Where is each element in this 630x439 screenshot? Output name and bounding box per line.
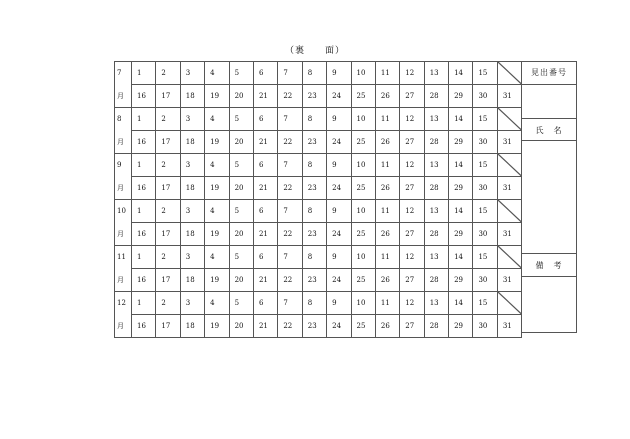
day-cell: 21 <box>253 315 277 338</box>
day-cell: 3 <box>180 292 204 315</box>
day-cell: 1 <box>132 292 156 315</box>
day-cell: 14 <box>449 154 473 177</box>
day-cell: 29 <box>449 177 473 200</box>
day-cell: 5 <box>229 200 253 223</box>
day-cell: 29 <box>449 223 473 246</box>
midashi-bango-divider <box>521 84 577 85</box>
month-row-second-half <box>115 177 522 200</box>
day-cell: 16 <box>132 269 156 292</box>
month-number: 9 <box>115 154 132 177</box>
day-cell: 29 <box>449 131 473 154</box>
day-cell: 25 <box>351 85 375 108</box>
day-cell: 12 <box>400 154 424 177</box>
day-cell: 11 <box>375 62 399 85</box>
day-cell: 21 <box>253 177 277 200</box>
day-cell: 1 <box>132 246 156 269</box>
month-number: 10 <box>115 200 132 223</box>
day-cell: 22 <box>278 131 302 154</box>
day-cell: 23 <box>302 177 326 200</box>
day-cell: 11 <box>375 292 399 315</box>
day-cell: 29 <box>449 269 473 292</box>
day-cell: 3 <box>180 108 204 131</box>
day-cell: 25 <box>351 269 375 292</box>
day-cell: 12 <box>400 292 424 315</box>
day-cell: 3 <box>180 200 204 223</box>
day-cell: 23 <box>302 131 326 154</box>
day-cell: 19 <box>205 177 229 200</box>
day-cell: 18 <box>180 223 204 246</box>
day-cell: 23 <box>302 85 326 108</box>
day-cell: 28 <box>424 223 448 246</box>
day-cell: 13 <box>424 292 448 315</box>
day-cell: 15 <box>473 246 497 269</box>
day-cell: 19 <box>205 223 229 246</box>
month-unit-label: 月 <box>115 131 132 154</box>
day-cell: 23 <box>302 269 326 292</box>
day-cell: 26 <box>375 223 399 246</box>
month-unit-label: 月 <box>115 177 132 200</box>
day-cell: 7 <box>278 108 302 131</box>
month-number: 11 <box>115 246 132 269</box>
day-cell: 28 <box>424 315 448 338</box>
day-cell: 30 <box>473 177 497 200</box>
month-row-second-half <box>115 315 522 338</box>
day-cell: 8 <box>302 292 326 315</box>
day-cell: 13 <box>424 154 448 177</box>
day-cell: 22 <box>278 177 302 200</box>
day-cell: 28 <box>424 131 448 154</box>
day-cell: 10 <box>351 62 375 85</box>
day-cell: 19 <box>205 131 229 154</box>
day-cell: 25 <box>351 177 375 200</box>
day-cell: 17 <box>156 131 180 154</box>
day-cell: 4 <box>205 154 229 177</box>
day-cell: 14 <box>449 292 473 315</box>
day-cell: 8 <box>302 200 326 223</box>
day-cell: 4 <box>205 62 229 85</box>
day-cell: 22 <box>278 315 302 338</box>
day-cell: 21 <box>253 85 277 108</box>
day-cell: 24 <box>327 223 351 246</box>
day-cell: 11 <box>375 246 399 269</box>
day-cell: 21 <box>253 223 277 246</box>
month-unit-label: 月 <box>115 315 132 338</box>
day-cell: 1 <box>132 154 156 177</box>
month-unit-label: 月 <box>115 223 132 246</box>
day-cell: 27 <box>400 223 424 246</box>
day-cell: 28 <box>424 269 448 292</box>
day-cell: 25 <box>351 131 375 154</box>
attendance-calendar-grid <box>114 61 522 338</box>
day-cell: 2 <box>156 246 180 269</box>
day-cell: 26 <box>375 315 399 338</box>
day-cell: 30 <box>473 85 497 108</box>
day-cell: 18 <box>180 177 204 200</box>
unused-day-slash-cell <box>497 154 521 177</box>
day-cell: 2 <box>156 292 180 315</box>
day-cell: 9 <box>327 292 351 315</box>
day-cell: 14 <box>449 62 473 85</box>
day-cell: 22 <box>278 269 302 292</box>
day-cell: 5 <box>229 62 253 85</box>
day-cell: 9 <box>327 246 351 269</box>
day-cell: 15 <box>473 292 497 315</box>
day-cell: 24 <box>327 85 351 108</box>
day-cell: 5 <box>229 108 253 131</box>
day-cell: 9 <box>327 108 351 131</box>
day-cell: 6 <box>253 246 277 269</box>
day-cell: 4 <box>205 108 229 131</box>
day-cell: 29 <box>449 85 473 108</box>
day-cell: 21 <box>253 131 277 154</box>
day-cell: 27 <box>400 177 424 200</box>
day-cell: 8 <box>302 62 326 85</box>
day-cell: 18 <box>180 131 204 154</box>
day-cell: 31 <box>497 177 521 200</box>
day-cell: 31 <box>497 85 521 108</box>
month-unit-label: 月 <box>115 269 132 292</box>
day-cell: 7 <box>278 246 302 269</box>
day-cell: 15 <box>473 108 497 131</box>
day-cell: 11 <box>375 154 399 177</box>
day-cell: 16 <box>132 131 156 154</box>
day-cell: 26 <box>375 131 399 154</box>
day-cell: 14 <box>449 200 473 223</box>
day-cell: 20 <box>229 315 253 338</box>
day-cell: 25 <box>351 223 375 246</box>
day-cell: 16 <box>132 177 156 200</box>
day-cell: 5 <box>229 246 253 269</box>
unused-day-slash-cell <box>497 200 521 223</box>
day-cell: 17 <box>156 177 180 200</box>
month-row-first-half <box>115 108 522 131</box>
day-cell: 13 <box>424 246 448 269</box>
biko-top-divider <box>521 253 577 254</box>
biko-bottom-divider <box>521 276 577 277</box>
day-cell: 22 <box>278 223 302 246</box>
day-cell: 31 <box>497 315 521 338</box>
shimei-label: 氏 名 <box>535 126 563 135</box>
day-cell: 17 <box>156 85 180 108</box>
day-cell: 5 <box>229 154 253 177</box>
day-cell: 18 <box>180 269 204 292</box>
month-row-first-half <box>115 292 522 315</box>
day-cell: 11 <box>375 200 399 223</box>
day-cell: 7 <box>278 200 302 223</box>
day-cell: 3 <box>180 62 204 85</box>
day-cell: 9 <box>327 62 351 85</box>
day-cell: 30 <box>473 269 497 292</box>
unused-day-slash-cell <box>497 62 521 85</box>
unused-day-slash-cell <box>497 246 521 269</box>
day-cell: 27 <box>400 85 424 108</box>
day-cell: 24 <box>327 315 351 338</box>
page-title: （裏 面） <box>284 46 345 56</box>
day-cell: 9 <box>327 154 351 177</box>
day-cell: 11 <box>375 108 399 131</box>
day-cell: 17 <box>156 269 180 292</box>
day-cell: 6 <box>253 292 277 315</box>
day-cell: 2 <box>156 108 180 131</box>
day-cell: 31 <box>497 223 521 246</box>
day-cell: 2 <box>156 62 180 85</box>
day-cell: 24 <box>327 131 351 154</box>
day-cell: 19 <box>205 85 229 108</box>
day-cell: 10 <box>351 246 375 269</box>
month-row-second-half <box>115 269 522 292</box>
day-cell: 3 <box>180 246 204 269</box>
day-cell: 20 <box>229 177 253 200</box>
day-cell: 5 <box>229 292 253 315</box>
day-cell: 17 <box>156 223 180 246</box>
month-number: 8 <box>115 108 132 131</box>
day-cell: 24 <box>327 269 351 292</box>
day-cell: 29 <box>449 315 473 338</box>
day-cell: 30 <box>473 315 497 338</box>
day-cell: 19 <box>205 315 229 338</box>
day-cell: 27 <box>400 315 424 338</box>
day-cell: 4 <box>205 292 229 315</box>
day-cell: 25 <box>351 315 375 338</box>
day-cell: 13 <box>424 200 448 223</box>
day-cell: 31 <box>497 269 521 292</box>
day-cell: 6 <box>253 62 277 85</box>
day-cell: 20 <box>229 269 253 292</box>
day-cell: 28 <box>424 177 448 200</box>
day-cell: 2 <box>156 154 180 177</box>
day-cell: 9 <box>327 200 351 223</box>
day-cell: 7 <box>278 154 302 177</box>
day-cell: 31 <box>497 131 521 154</box>
day-cell: 1 <box>132 62 156 85</box>
month-row-second-half <box>115 85 522 108</box>
day-cell: 18 <box>180 85 204 108</box>
month-row-first-half <box>115 200 522 223</box>
month-number: 12 <box>115 292 132 315</box>
day-cell: 20 <box>229 85 253 108</box>
day-cell: 4 <box>205 246 229 269</box>
month-unit-label: 月 <box>115 85 132 108</box>
day-cell: 26 <box>375 85 399 108</box>
day-cell: 20 <box>229 131 253 154</box>
month-row-first-half <box>115 246 522 269</box>
day-cell: 26 <box>375 177 399 200</box>
day-cell: 4 <box>205 200 229 223</box>
day-cell: 3 <box>180 154 204 177</box>
day-cell: 27 <box>400 269 424 292</box>
day-cell: 12 <box>400 62 424 85</box>
day-cell: 12 <box>400 108 424 131</box>
day-cell: 16 <box>132 315 156 338</box>
day-cell: 8 <box>302 154 326 177</box>
month-number: 7 <box>115 62 132 85</box>
day-cell: 27 <box>400 131 424 154</box>
day-cell: 13 <box>424 62 448 85</box>
day-cell: 26 <box>375 269 399 292</box>
day-cell: 18 <box>180 315 204 338</box>
day-cell: 15 <box>473 200 497 223</box>
day-cell: 21 <box>253 269 277 292</box>
day-cell: 23 <box>302 315 326 338</box>
day-cell: 1 <box>132 108 156 131</box>
month-row-second-half <box>115 223 522 246</box>
day-cell: 12 <box>400 200 424 223</box>
day-cell: 17 <box>156 315 180 338</box>
day-cell: 10 <box>351 154 375 177</box>
day-cell: 16 <box>132 223 156 246</box>
day-cell: 15 <box>473 62 497 85</box>
day-cell: 24 <box>327 177 351 200</box>
day-cell: 23 <box>302 223 326 246</box>
day-cell: 8 <box>302 246 326 269</box>
day-cell: 7 <box>278 292 302 315</box>
month-row-first-half <box>115 154 522 177</box>
day-cell: 2 <box>156 200 180 223</box>
day-cell: 6 <box>253 154 277 177</box>
shimei-top-divider <box>521 118 577 119</box>
day-cell: 14 <box>449 108 473 131</box>
shimei-bottom-divider <box>521 140 577 141</box>
month-row-first-half <box>115 62 522 85</box>
unused-day-slash-cell <box>497 292 521 315</box>
day-cell: 7 <box>278 62 302 85</box>
unused-day-slash-cell <box>497 108 521 131</box>
day-cell: 1 <box>132 200 156 223</box>
day-cell: 22 <box>278 85 302 108</box>
day-cell: 13 <box>424 108 448 131</box>
day-cell: 6 <box>253 200 277 223</box>
day-cell: 14 <box>449 246 473 269</box>
side-info-panel <box>521 61 577 333</box>
day-cell: 15 <box>473 154 497 177</box>
day-cell: 30 <box>473 223 497 246</box>
day-cell: 16 <box>132 85 156 108</box>
day-cell: 10 <box>351 292 375 315</box>
biko-label: 備 考 <box>535 261 563 270</box>
day-cell: 8 <box>302 108 326 131</box>
day-cell: 28 <box>424 85 448 108</box>
day-cell: 10 <box>351 108 375 131</box>
day-cell: 19 <box>205 269 229 292</box>
day-cell: 10 <box>351 200 375 223</box>
day-cell: 30 <box>473 131 497 154</box>
month-row-second-half <box>115 131 522 154</box>
midashi-bango-label: 見出番号 <box>531 68 567 77</box>
day-cell: 12 <box>400 246 424 269</box>
day-cell: 6 <box>253 108 277 131</box>
day-cell: 20 <box>229 223 253 246</box>
